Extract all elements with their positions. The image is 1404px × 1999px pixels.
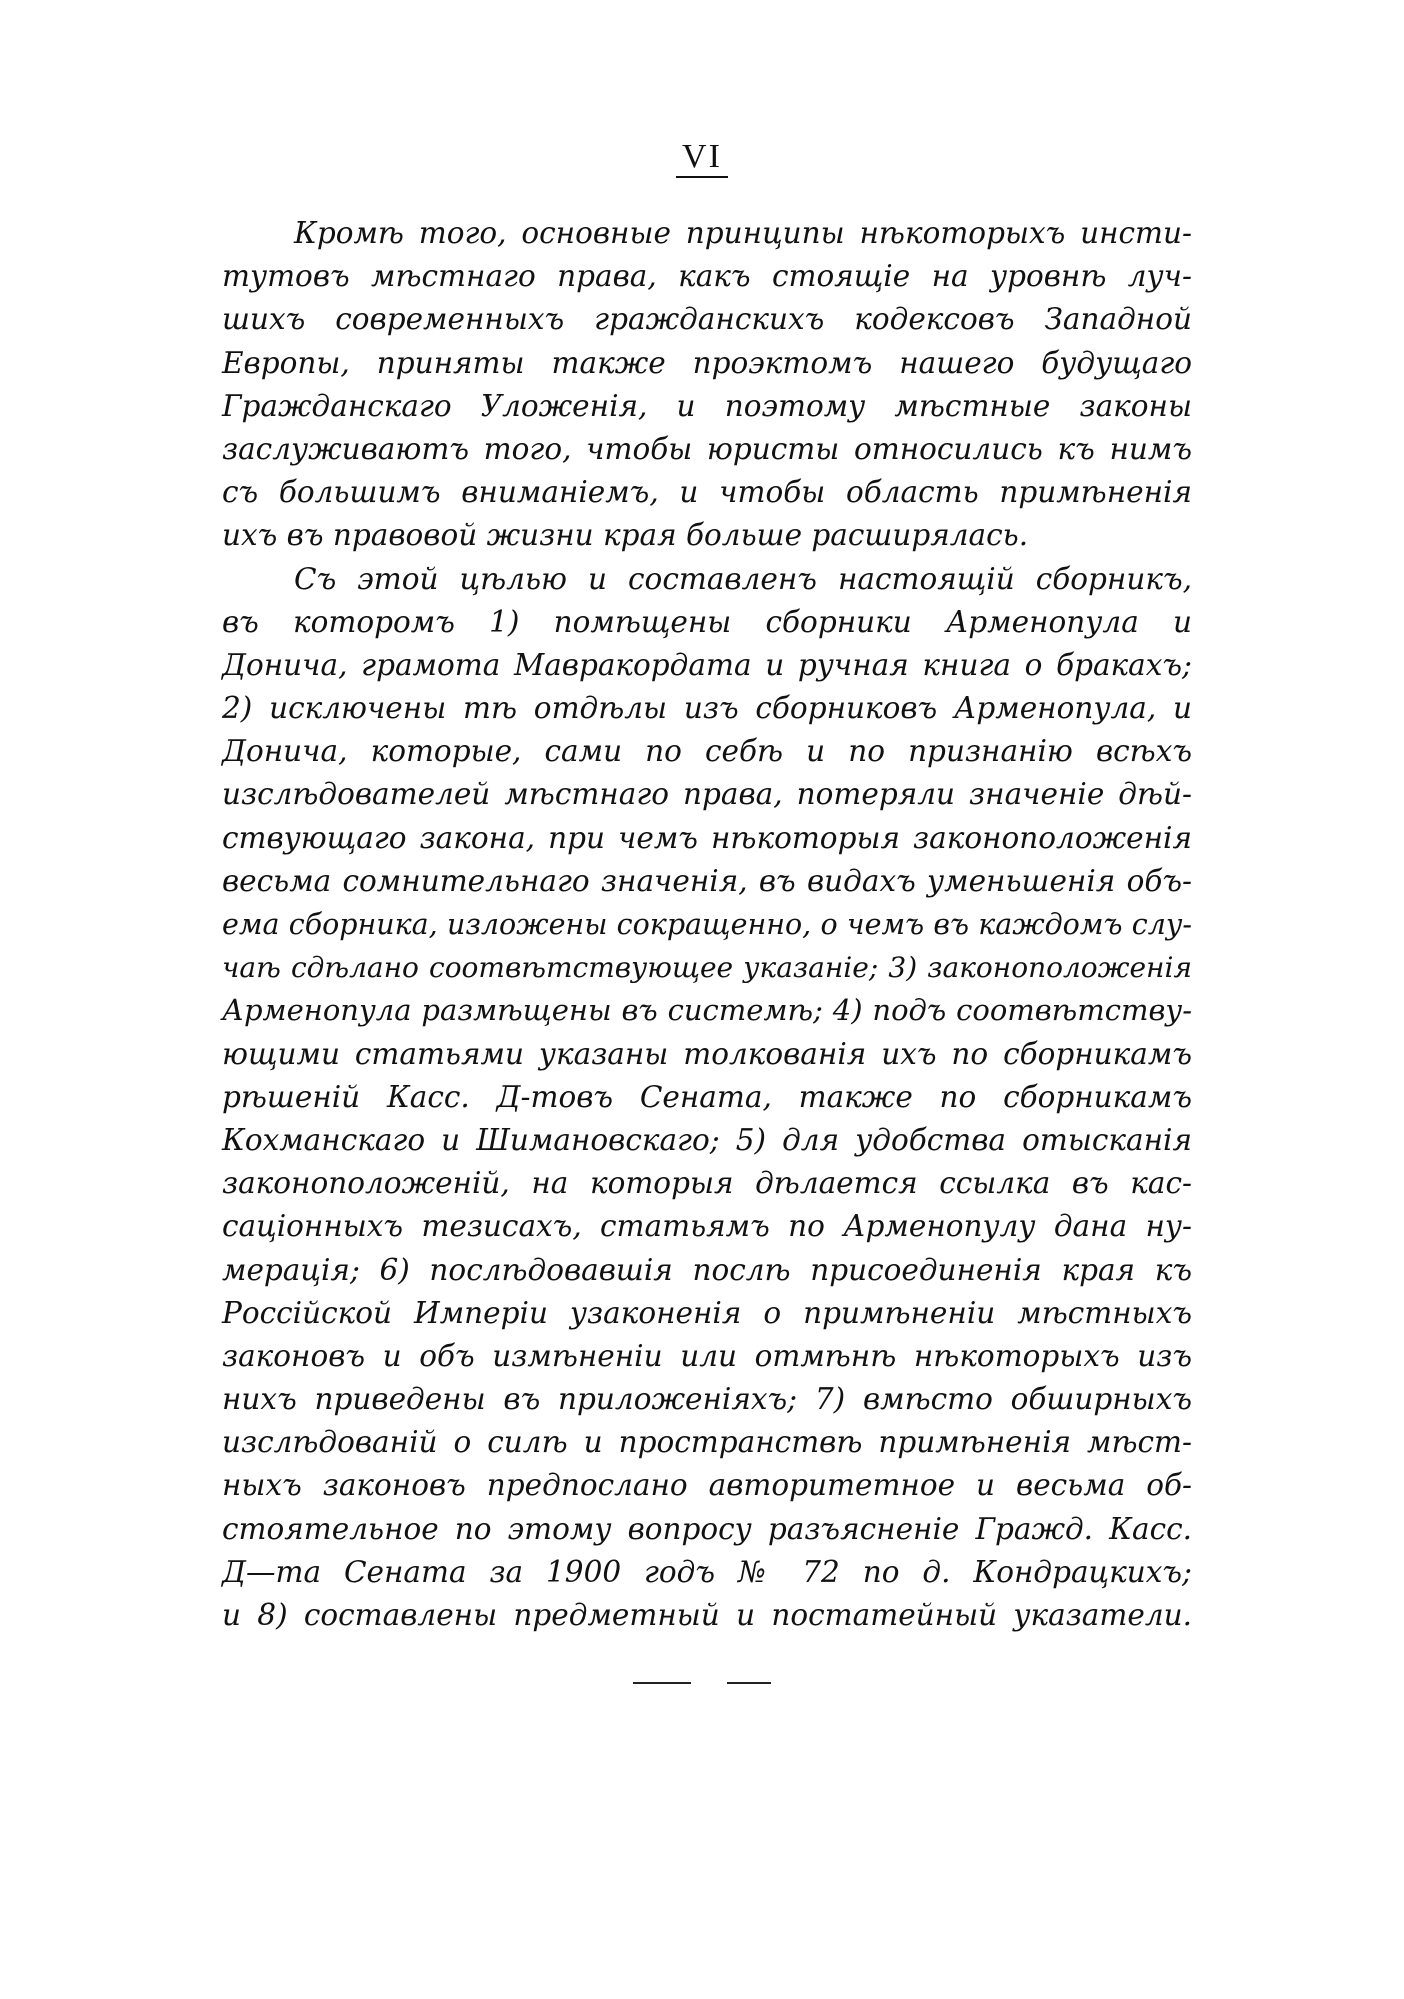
text-line: Д—та Сената за 1900 годъ № 72 по д. Кондрацкихъ; <box>222 1554 1192 1589</box>
text-line: изслѣдованій о силѣ и пространствѣ примѣненія мѣст- <box>222 1425 1192 1460</box>
text-line: чаѣ сдѣлано соотвѣтствующее указаніе; 3) законоположенія <box>222 951 1192 985</box>
text-line: Съ этой цѣлью и составленъ настоящій сборникъ, <box>294 561 1192 596</box>
text-line: законоположеній, на которыя дѣлается ссылка въ кас- <box>222 1166 1192 1201</box>
text-line: Кромѣ того, основные принципы нѣкоторыхъ инсти- <box>294 216 1192 250</box>
text-line: Европы, приняты также проэктомъ нашего будущаго <box>222 345 1192 380</box>
text-line: шихъ современныхъ гражданскихъ кодексовъ Западной <box>222 302 1192 337</box>
text-line: изслѣдователей мѣстнаго права, потеряли значеніе дѣй- <box>222 777 1192 812</box>
end-mark <box>0 1672 1404 1691</box>
end-dash-left <box>633 1682 691 1684</box>
text-line: нихъ приведены въ приложеніяхъ; 7) вмѣсто обширныхъ <box>222 1382 1192 1417</box>
text-line: заслуживаютъ того, чтобы юристы относились къ нимъ <box>222 431 1192 466</box>
body-text <box>222 212 1192 1637</box>
text-line: мерація; 6) послѣдовавшія послѣ присоединенія края къ <box>222 1252 1192 1287</box>
text-line: Донича, грамота Мавракордата и ручная книга о бракахъ; <box>222 647 1192 682</box>
text-line: ствующаго закона, при чемъ нѣкоторыя законоположенія <box>222 820 1192 855</box>
text-line: стоятельное по этому вопросу разъясненіе Гражд. Касс. <box>222 1511 1192 1546</box>
text-line: саціонныхъ тезисахъ, статьямъ по Арменопулу дана ну- <box>222 1209 1192 1244</box>
text-line: съ большимъ вниманіемъ, и чтобы область примѣненія <box>222 475 1192 510</box>
text-line: Россійской Имперіи узаконенія о примѣненіи мѣстныхъ <box>222 1295 1192 1330</box>
text-line: Донича, которые, сами по себѣ и по признанію всѣхъ <box>222 734 1192 769</box>
text-line: тутовъ мѣстнаго права, какъ стоящіе на уровнѣ луч- <box>222 259 1192 294</box>
text-line: въ которомъ 1) помѣщены сборники Арменопула и <box>222 604 1192 639</box>
text-line: весьма сомнительнаго значенія, въ видахъ уменьшенія объ- <box>222 863 1192 898</box>
text-line: законовъ и объ измѣненіи или отмѣнѣ нѣкоторыхъ изъ <box>222 1338 1192 1373</box>
text-line: ныхъ законовъ предпослано авторитетное и весьма об- <box>222 1468 1192 1503</box>
text-line: ихъ въ правовой жизни края больше расширялась. <box>222 518 1029 553</box>
page-number-text: VI <box>676 140 728 178</box>
text-line: и 8) составлены предметный и постатейный указатели. <box>222 1598 1192 1632</box>
text-line: Арменопула размѣщены въ системѣ; 4) подъ соотвѣтству- <box>222 993 1192 1028</box>
text-line: ема сборника, изложены сокращенно, о чемъ въ каждомъ слу- <box>222 908 1192 941</box>
text-line: 2) исключены тѣ отдѣлы изъ сборниковъ Арменопула, и <box>222 691 1192 726</box>
text-line: Кохманскаго и Шимановскаго; 5) для удобства отысканія <box>222 1122 1192 1157</box>
text-line: Гражданскаго Уложенія, и поэтому мѣстные законы <box>222 388 1192 423</box>
end-dash-right <box>727 1682 771 1684</box>
text-line: ющими статьями указаны толкованія ихъ по сборникамъ <box>222 1036 1192 1071</box>
page-number <box>0 138 1404 178</box>
text-line: рѣшеній Касс. Д-товъ Сената, также по сборникамъ <box>222 1079 1192 1114</box>
